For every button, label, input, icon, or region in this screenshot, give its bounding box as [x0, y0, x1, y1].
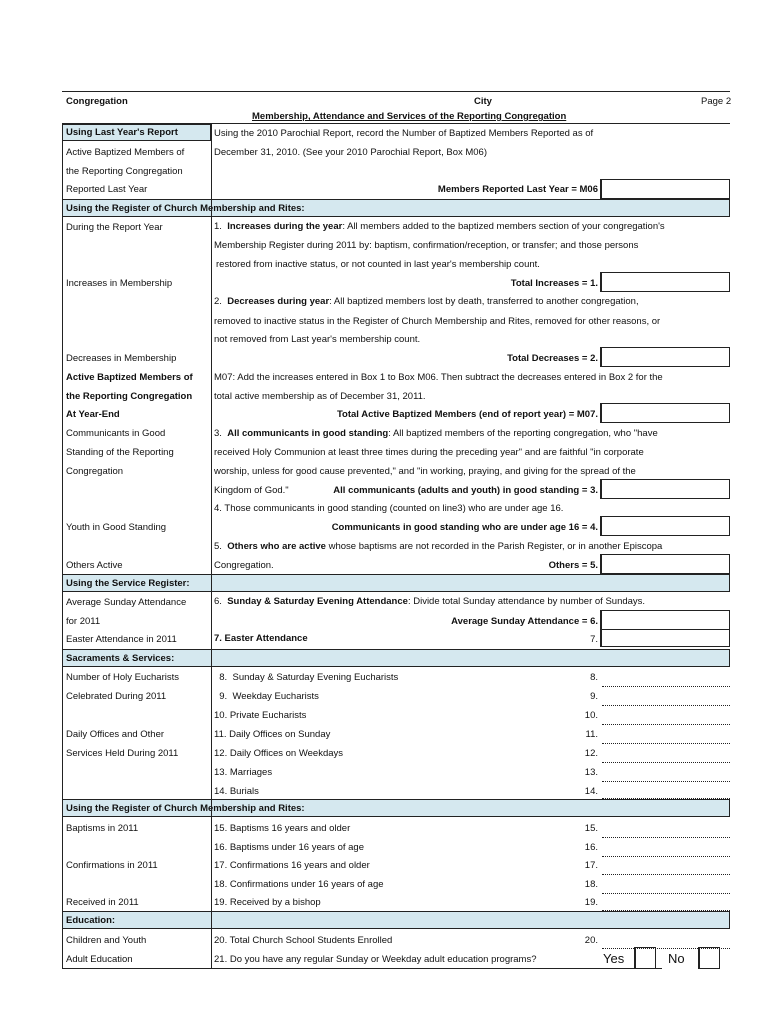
item15-input[interactable] [602, 837, 730, 838]
item1-line3: restored from inactive status, or not counted in last year's membership count. [216, 259, 540, 270]
item9-num: 9. [590, 691, 598, 702]
item17-input[interactable] [602, 874, 730, 875]
item11-label: 11. Daily Offices on Sunday [214, 729, 331, 740]
s1-line1: Using the 2010 Parochial Report, record the Number of Baptized Members Reported as of [214, 128, 594, 139]
item6-input[interactable] [600, 610, 730, 630]
section-band-membership-rites-2: Using the Register of Church Membership and Rites: [62, 799, 730, 817]
item18-num: 18. [584, 879, 598, 890]
m07-total-label: Total Active Baptized Members (end of report year) = M07. [336, 409, 598, 420]
item17-label: 17. Confirmations 16 years and older [214, 860, 370, 871]
s1-left-3: Reported Last Year [66, 184, 148, 195]
item20-num: 20. [584, 935, 598, 946]
item20-label: 20. Total Church School Students Enrolled [214, 935, 393, 946]
m06-label: Members Reported Last Year = M06 [437, 184, 598, 195]
s2-left-increases: Increases in Membership [66, 278, 173, 289]
item14-label: 14. Burials [214, 786, 259, 797]
top-rule [62, 91, 730, 92]
section-band-education: Education: [62, 911, 730, 929]
s5-left-2: Confirmations in 2011 [66, 860, 158, 871]
s2-left-youth: Youth in Good Standing [66, 522, 167, 533]
item19-label: 19. Received by a bishop [214, 897, 321, 908]
item12-label: 12. Daily Offices on Weekdays [214, 748, 344, 759]
item13-num: 13. [584, 767, 598, 778]
s1-left-2: the Reporting Congregation [66, 166, 183, 177]
no-checkbox[interactable] [698, 947, 720, 969]
item9-input[interactable] [602, 705, 730, 706]
item5-total-label: Others = 5. [548, 560, 598, 571]
item10-label: 10. Private Eucharists [214, 710, 307, 721]
m07-line1: M07: Add the increases entered in Box 1 to Box M06. Then subtract the decreases entered in Box 2 for the [214, 372, 663, 383]
form-title: Membership, Attendance and Services of the Reporting Congregation [252, 111, 567, 122]
item9-label: 9. Weekday Eucharists [214, 691, 319, 702]
yes-checkbox[interactable] [634, 947, 656, 969]
no-label: No [668, 951, 685, 966]
item12-input[interactable] [602, 762, 730, 763]
yes-label: Yes [603, 951, 625, 966]
left-border [62, 123, 63, 968]
m07-line2: total active membership as of December 31, 2011. [214, 391, 426, 402]
section-header-last-year: Using Last Year's Report [62, 124, 211, 141]
total-decreases-input[interactable] [600, 347, 730, 367]
s5-left-3: Received in 2011 [66, 897, 139, 908]
item2-line2: removed to inactive status in the Register of Church Membership and Rites, removed for other reasons, or [214, 316, 661, 327]
s2-left-active-1: Active Baptized Members of [66, 372, 193, 383]
item17-num: 17. [584, 860, 598, 871]
s2-left-during: During the Report Year [66, 222, 163, 233]
item16-num: 16. [584, 842, 598, 853]
item8-num: 8. [590, 672, 598, 683]
s4-left-2: Celebrated During 2011 [66, 691, 167, 702]
item3-total-label: All communicants (adults and youth) in good standing = 3. [333, 485, 598, 496]
item5-text: 5. Others who are active whose baptisms are not recorded in the Parish Register, or in another Episcopa [214, 541, 663, 552]
section-band-service-register: Using the Service Register: [62, 574, 730, 592]
section-band-membership-rites: Using the Register of Church Membership and Rites: [62, 199, 730, 217]
m07-input[interactable] [600, 403, 730, 423]
s2-left-decreases: Decreases in Membership [66, 353, 177, 364]
s2-left-comm-2: Standing of the Reporting [66, 447, 174, 458]
item12-num: 12. [584, 748, 598, 759]
item6-text: 6. Sunday & Saturday Evening Attendance: Divide total Sunday attendance by number of Sundays. [214, 596, 646, 607]
item19-num: 19. [584, 897, 598, 908]
page-number: Page 2 [701, 96, 732, 107]
item15-label: 15. Baptisms 16 years and older [214, 823, 351, 834]
item18-label: 18. Confirmations under 16 years of age [214, 879, 384, 890]
total-increases-input[interactable] [600, 272, 730, 292]
item5-input[interactable] [600, 554, 730, 574]
bottom-rule [62, 968, 662, 969]
item13-input[interactable] [602, 781, 730, 782]
item4-total-label: Communicants in good standing who are under age 16 = 4. [331, 522, 598, 533]
column-divider [211, 123, 212, 968]
item11-input[interactable] [602, 743, 730, 744]
s6-left-1: Children and Youth [66, 935, 147, 946]
item15-num: 15. [584, 823, 598, 834]
item1-text: 1. Increases during the year: All members added to the baptized members section of your congregation's [214, 221, 665, 232]
item14-num: 14. [584, 786, 598, 797]
congregation-label: Congregation [66, 96, 128, 107]
item21-label: 21. Do you have any regular Sunday or Weekday adult education programs? [214, 954, 537, 965]
item13-label: 13. Marriages [214, 767, 273, 778]
s2-left-comm-1: Communicants in Good [66, 428, 166, 439]
item5-line2: Congregation. [214, 560, 274, 571]
s6-left-2: Adult Education [66, 954, 133, 965]
item7-label: 7. Easter Attendance [214, 633, 308, 644]
s4-left-3: Daily Offices and Other [66, 729, 165, 740]
s2-left-active-3: At Year-End [66, 409, 120, 420]
s3-left-1: Average Sunday Attendance [66, 597, 187, 608]
item2-line3: not removed from Last year's membership count. [214, 334, 421, 345]
item7-num: 7. [590, 634, 598, 645]
item3-line2: received Holy Communion at least three times during the preceding year" and are faithful "in corporate [214, 447, 644, 458]
item10-input[interactable] [602, 724, 730, 725]
item8-input[interactable] [602, 686, 730, 687]
item10-num: 10. [584, 710, 598, 721]
city-label: City [474, 96, 492, 107]
item16-label: 16. Baptisms under 16 years of age [214, 842, 364, 853]
s5-left-1: Baptisms in 2011 [66, 823, 139, 834]
section-band-sacraments: Sacraments & Services: [62, 649, 730, 667]
s4-left-4: Services Held During 2011 [66, 748, 179, 759]
item2-text: 2. Decreases during year: All baptized members lost by death, transferred to another congregation, [214, 296, 639, 307]
total-increases-label: Total Increases = 1. [510, 278, 598, 289]
s2-left-comm-3: Congregation [66, 466, 124, 477]
item18-input[interactable] [602, 893, 730, 894]
s1-left-1: Active Baptized Members of [66, 147, 185, 158]
s1-line2: December 31, 2010. (See your 2010 Parochial Report, Box M06) [214, 147, 488, 158]
s2-left-active-2: the Reporting Congregation [66, 391, 193, 402]
item6-total-label: Average Sunday Attendance = 6. [451, 616, 598, 627]
s3-left-2: for 2011 [66, 616, 101, 627]
item7-input[interactable] [600, 629, 730, 647]
item4-input[interactable] [600, 516, 730, 536]
s2-left-others: Others Active [66, 560, 123, 571]
s4-left-1: Number of Holy Eucharists [66, 672, 179, 683]
item11-num: 11. [585, 729, 598, 740]
item8-label: 8. Sunday & Saturday Evening Eucharists [214, 672, 399, 683]
s3-left-3: Easter Attendance in 2011 [66, 634, 177, 645]
item3-text: 3. All communicants in good standing: All baptized members of the reporting congregation, who "have [214, 428, 658, 439]
item1-line2: Membership Register during 2011 by: baptism, confirmation/reception, or transfer; and those persons [214, 240, 639, 251]
item3-line4: Kingdom of God." [214, 485, 289, 496]
m06-input[interactable] [600, 179, 730, 199]
item3-input[interactable] [600, 479, 730, 499]
total-decreases-label: Total Decreases = 2. [507, 353, 598, 364]
item3-line3: worship, unless for good cause prevented," and "in working, praying, and giving for the spread of the [214, 466, 636, 477]
item16-input[interactable] [602, 856, 730, 857]
item4-line1: 4. Those communicants in good standing (counted on line3) who are under age 16. [214, 503, 564, 514]
